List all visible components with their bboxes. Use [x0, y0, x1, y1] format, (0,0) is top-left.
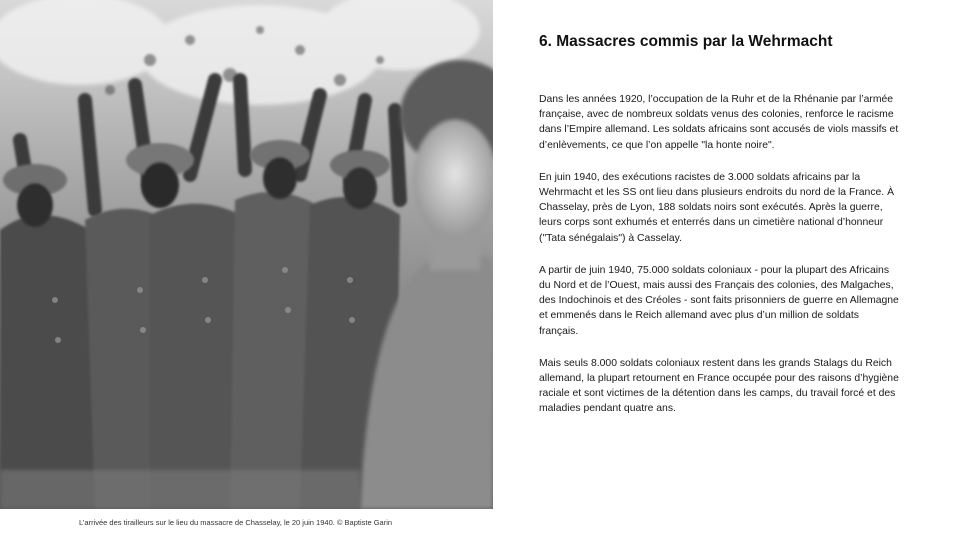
soldiers-photo-illustration [0, 0, 493, 509]
photo-caption: L’arrivée des tirailleurs sur le lieu du massacre de Chasselay, le 20 juin 1940. © Baptiste Garin [79, 518, 393, 527]
historical-photo [0, 0, 493, 509]
slide-body [539, 92, 901, 434]
paragraph-2: En juin 1940, des exécutions racistes de 3.000 soldats africains par la Wehrmacht et les SS ont lieu dans plusieurs endroits du nord de la France. À Chasselay, près de Lyon, 188 soldats noirs sont exécutés. Après la guerre, leurs corps sont exhumés et enterrés dans un cimetière national d’honneur ("Tata sénégalais") à Casselay. [539, 171, 895, 244]
paragraph-1: Dans les années 1920, l’occupation de la Ruhr et de la Rhénanie par l’armée française, avec de nombreux soldats venus des colonies, renforce le racisme dans l’Empire allemand. Les soldats africains sont accusés de viols massifs et d’enlèvements, ce que l’on appelle "la honte noire". [539, 94, 899, 151]
paragraph-4: Mais seuls 8.000 soldats coloniaux restent dans les grands Stalags du Reich allemand, la plupart retournent en France occupée pour des raisons d’hygiène raciale et sont victimes de la détention dans les camps, du travail forcé et des maladies pendant quatre ans. [539, 357, 899, 415]
slide-title: 6. Massacres commis par la Wehrmacht [539, 33, 833, 50]
paragraph-3: A partir de juin 1940, 75.000 soldats coloniaux - pour la plupart des Africains du Nord et de l’Ouest, mais aussi des Français des colonies, des Malgaches, des Indochinois et des Créoles - sont faits prisonniers de guerre en Allemagne et emmenés dans le Reich allemand avec plus d’un million de soldats français. [539, 264, 899, 337]
